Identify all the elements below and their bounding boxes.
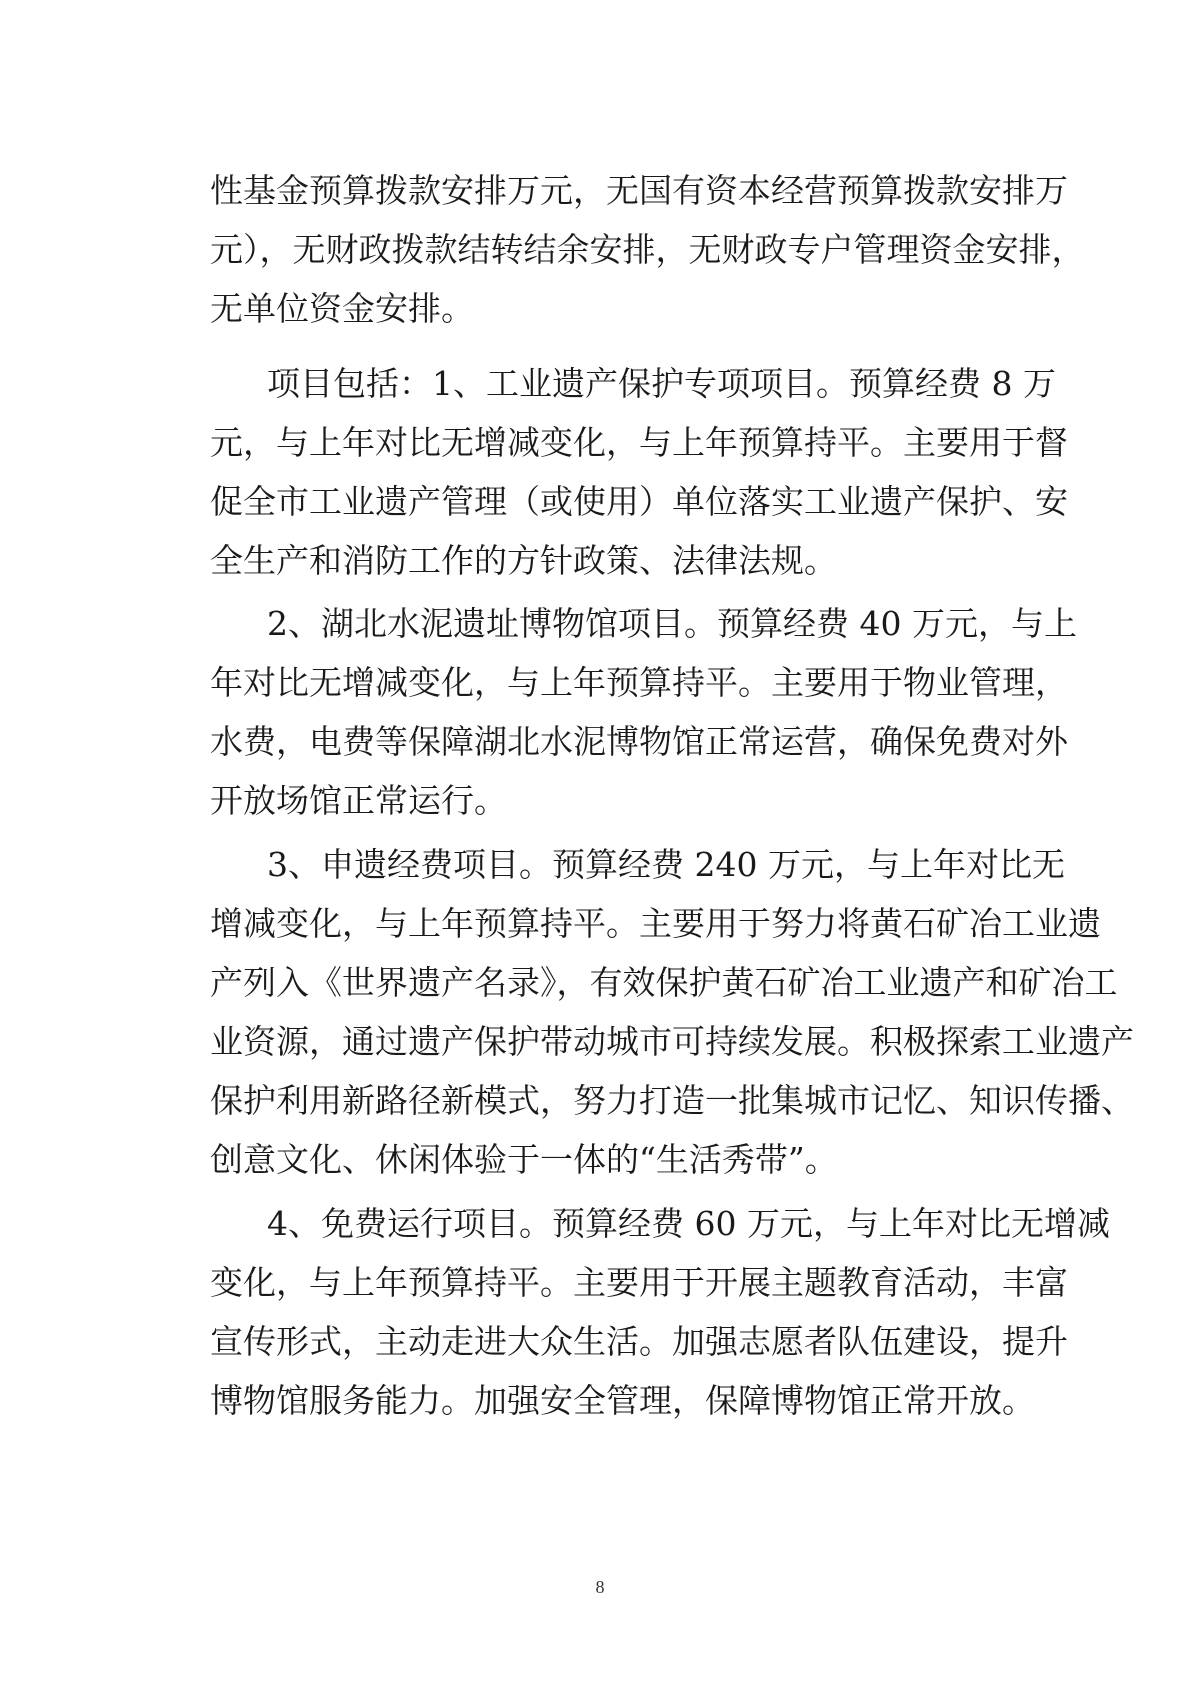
text-line: 性基金预算拨款安排万元，无国有资本经营预算拨款安排万 [210, 171, 1068, 210]
text-line: 全生产和消防工作的方针政策、法律法规。 [210, 541, 837, 580]
text-line: 保护利用新路径新模式，努力打造一批集城市记忆、知识传播、 [210, 1081, 1134, 1120]
text-line: 变化，与上年预算持平。主要用于开展主题教育活动，丰富 [210, 1263, 1068, 1302]
text-line: 年对比无增减变化，与上年预算持平。主要用于物业管理， [210, 663, 1068, 702]
text-line: 元），无财政拨款结转结余安排，无财政专户管理资金安排， [210, 230, 1085, 269]
text-line: 无单位资金安排。 [210, 289, 474, 328]
text-line: 产列入《世界遗产名录》，有效保护黄石矿冶工业遗产和矿冶工 [210, 963, 1118, 1002]
text-line: 开放场馆正常运行。 [210, 781, 507, 820]
text-line: 宣传形式，主动走进大众生活。加强志愿者队伍建设，提升 [210, 1322, 1068, 1361]
text-line: 促全市工业遗产管理（或使用）单位落实工业遗产保护、安 [210, 482, 1068, 521]
page-number: 8 [595, 1577, 605, 1597]
paragraph-start-line: 4、免费运行项目。预算经费 60 万元，与上年对比无增减 [267, 1204, 1110, 1243]
text-line: 水费，电费等保障湖北水泥博物馆正常运营，确保免费对外 [210, 722, 1068, 761]
text-line: 元，与上年对比无增减变化，与上年预算持平。主要用于督 [210, 423, 1068, 462]
text-line: 创意文化、休闲体验于一体的“生活秀带”。 [210, 1140, 838, 1179]
text-line: 业资源，通过遗产保护带动城市可持续发展。积极探索工业遗产 [210, 1022, 1134, 1061]
text-line: 博物馆服务能力。加强安全管理，保障博物馆正常开放。 [210, 1381, 1035, 1420]
paragraph-start-line: 项目包括：1、工业遗产保护专项项目。预算经费 8 万 [267, 364, 1056, 403]
text-line: 增减变化，与上年预算持平。主要用于努力将黄石矿冶工业遗 [210, 904, 1101, 943]
paragraph-start-line: 2、湖北水泥遗址博物馆项目。预算经费 40 万元，与上 [267, 604, 1077, 643]
paragraph-start-line: 3、申遗经费项目。预算经费 240 万元，与上年对比无 [267, 845, 1065, 884]
